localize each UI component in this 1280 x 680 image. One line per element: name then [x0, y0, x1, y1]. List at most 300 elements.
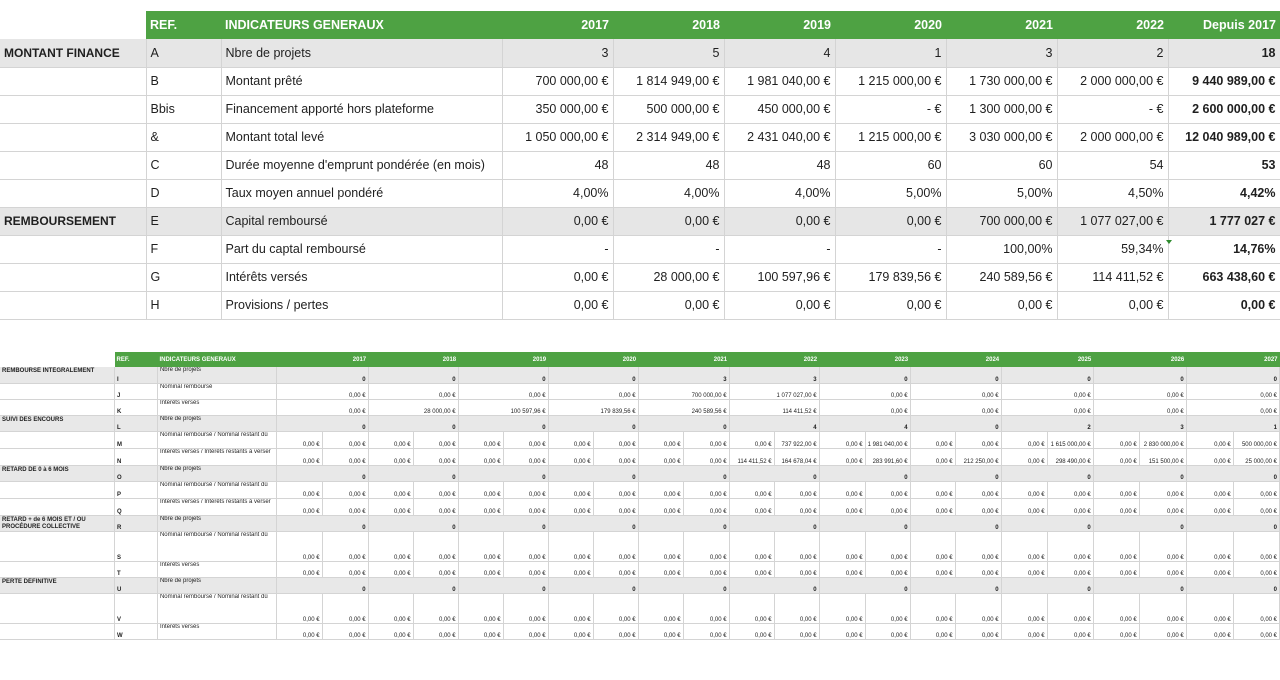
value-cell: 0,00 €	[1139, 481, 1186, 498]
value-cell: 60	[835, 151, 946, 179]
value-cell: 100 597,96 €	[724, 263, 835, 291]
value-cell: 0,00 €	[1001, 431, 1047, 448]
value-cell: 0,00 €	[368, 431, 413, 448]
section-label	[0, 263, 146, 291]
value-cell: 0,00 €	[955, 481, 1001, 498]
value-cell: 500 000,00 €	[613, 95, 724, 123]
header-total: Depuis 2017	[1168, 11, 1280, 39]
table1-row-6	[0, 207, 1280, 235]
section-label: MONTANT FINANCE	[0, 39, 146, 67]
table2-row-M	[0, 431, 1280, 448]
value-cell: 0,00 €	[1047, 481, 1093, 498]
value-cell: 0	[548, 465, 638, 481]
section-label: RETARD + de 6 MOIS ET / OU PROCÉDURE COLLECTIVE	[0, 515, 115, 531]
table1-row-3	[0, 123, 1280, 151]
indicator-label: Provisions / pertes	[221, 291, 502, 319]
value-cell: 0,00 €	[548, 561, 593, 577]
value-cell: 0,00 €	[1093, 498, 1139, 515]
value-cell: 0,00 €	[1093, 561, 1139, 577]
value-cell: 0,00 €	[683, 531, 729, 561]
value-cell: 0,00 €	[1001, 399, 1093, 415]
value-cell: 0,00 €	[322, 561, 368, 577]
section-label	[0, 151, 146, 179]
ref-cell: J	[115, 383, 158, 399]
value-cell: 1 050 000,00 €	[502, 123, 613, 151]
value-cell: 0,00 €	[865, 623, 910, 639]
table1-row-1	[0, 67, 1280, 95]
table2-row-K	[0, 399, 1280, 415]
value-cell: 0,00 €	[322, 431, 368, 448]
ref-cell: F	[146, 235, 221, 263]
indicator-label: Intérêts versés	[157, 623, 276, 639]
value-cell: 0,00 €	[910, 383, 1001, 399]
value-cell: 0	[276, 577, 368, 593]
value-cell: 0,00 €	[413, 498, 458, 515]
value-cell: 0,00 €	[368, 561, 413, 577]
indicator-label: Nominal remboursé / Nominal restant dû	[157, 593, 276, 623]
value-cell: 0,00 €	[413, 561, 458, 577]
value-cell: 0,00 €	[638, 531, 683, 561]
cell-comment-marker	[1166, 240, 1172, 244]
value-cell: 0,00 €	[1047, 498, 1093, 515]
value-cell: 0,00 €	[1001, 448, 1047, 465]
value-cell: 3 030 000,00 €	[946, 123, 1057, 151]
table2-row-Q	[0, 498, 1280, 515]
header-year-2026: 2026	[1093, 352, 1186, 367]
value-cell: 0,00 €	[276, 481, 322, 498]
value-cell: -	[613, 235, 724, 263]
value-cell: 0,00 €	[1186, 399, 1279, 415]
value-cell: 4,00%	[502, 179, 613, 207]
value-cell: 0,00 €	[1139, 531, 1186, 561]
ref-cell: A	[146, 39, 221, 67]
value-cell: 1 077 027,00 €	[1057, 207, 1168, 235]
value-cell: 0,00 €	[729, 623, 774, 639]
value-cell: 0	[819, 577, 910, 593]
header-year-2020: 2020	[548, 352, 638, 367]
header-year-2021: 2021	[946, 11, 1057, 39]
value-cell: 0,00 €	[1186, 531, 1233, 561]
value-cell: 0,00 €	[502, 291, 613, 319]
header-year-2019: 2019	[458, 352, 548, 367]
value-cell: 0	[276, 415, 368, 431]
value-cell: 0,00 €	[1093, 431, 1139, 448]
value-cell: 0	[368, 577, 458, 593]
section-label	[0, 123, 146, 151]
value-cell: 0,00 €	[548, 623, 593, 639]
value-cell: 0,00 €	[774, 561, 819, 577]
value-cell: 0,00 €	[503, 498, 548, 515]
value-cell: 0	[1186, 515, 1279, 531]
header-indicator: INDICATEURS GENERAUX	[157, 352, 276, 367]
value-cell: 0,00 €	[593, 498, 638, 515]
value-cell: 0,00 €	[503, 531, 548, 561]
value-cell: 0,00 €	[910, 498, 955, 515]
value-cell: 0	[729, 465, 819, 481]
table2-row-N	[0, 448, 1280, 465]
table1-row-5	[0, 179, 1280, 207]
value-cell: 1 300 000,00 €	[946, 95, 1057, 123]
section-label	[0, 95, 146, 123]
total-cell: 1 777 027 €	[1168, 207, 1280, 235]
value-cell: 0,00 €	[1233, 561, 1279, 577]
value-cell: 0	[1093, 577, 1186, 593]
total-cell: 12 040 989,00 €	[1168, 123, 1280, 151]
value-cell: 0,00 €	[1093, 383, 1186, 399]
ref-cell: O	[115, 465, 158, 481]
value-cell: 0,00 €	[1233, 593, 1279, 623]
value-cell: 0,00 €	[1139, 623, 1186, 639]
ref-cell: N	[115, 448, 158, 465]
indicator-label: Durée moyenne d'emprunt pondérée (en mois)	[221, 151, 502, 179]
indicator-label: Intérêts versés	[157, 399, 276, 415]
value-cell: 0,00 €	[1233, 481, 1279, 498]
table2-row-U	[0, 577, 1280, 593]
value-cell: 0,00 €	[276, 431, 322, 448]
value-cell: 25 000,00 €	[1233, 448, 1279, 465]
value-cell: 2 000 000,00 €	[1057, 123, 1168, 151]
value-cell: 0,00 €	[593, 561, 638, 577]
value-cell: 0,00 €	[458, 498, 503, 515]
value-cell: 5	[613, 39, 724, 67]
value-cell: 0,00 €	[1139, 561, 1186, 577]
value-cell: 0,00 €	[683, 498, 729, 515]
ref-cell: V	[115, 593, 158, 623]
value-cell: 0,00 €	[910, 481, 955, 498]
value-cell: 1 981 040,00 €	[724, 67, 835, 95]
value-cell: 0,00 €	[458, 448, 503, 465]
value-cell: 0,00 €	[819, 481, 865, 498]
value-cell: 114 411,52 €	[729, 448, 774, 465]
total-cell: 2 600 000,00 €	[1168, 95, 1280, 123]
value-cell: 0,00 €	[322, 481, 368, 498]
value-cell: 0,00 €	[774, 531, 819, 561]
value-cell: 0	[910, 367, 1001, 383]
header-blank-cell	[0, 352, 115, 367]
value-cell: -	[724, 235, 835, 263]
value-cell: 0,00 €	[276, 383, 368, 399]
value-cell: 0	[276, 515, 368, 531]
value-cell: 0,00 €	[729, 431, 774, 448]
value-cell: - €	[1057, 95, 1168, 123]
value-cell: 0,00 €	[458, 481, 503, 498]
value-cell: 179 839,56 €	[548, 399, 638, 415]
value-cell: 0,00 €	[865, 481, 910, 498]
value-cell: 2 431 040,00 €	[724, 123, 835, 151]
value-cell: 0	[1093, 465, 1186, 481]
value-cell: 0,00 €	[774, 593, 819, 623]
value-cell: 0,00 €	[548, 448, 593, 465]
ref-cell: G	[146, 263, 221, 291]
indicator-label: Nbre de projets	[221, 39, 502, 67]
table1-row-7	[0, 235, 1280, 263]
value-cell: 700 000,00 €	[946, 207, 1057, 235]
table2-row-S	[0, 531, 1280, 561]
value-cell: 0,00 €	[819, 431, 865, 448]
value-cell: 0,00 €	[910, 431, 955, 448]
value-cell: 1 215 000,00 €	[835, 123, 946, 151]
value-cell: 0,00 €	[683, 448, 729, 465]
ref-cell: P	[115, 481, 158, 498]
value-cell: 0,00 €	[413, 623, 458, 639]
value-cell: 3	[946, 39, 1057, 67]
value-cell: 0	[638, 515, 729, 531]
table1-row-4	[0, 151, 1280, 179]
value-cell: 283 991,60 €	[865, 448, 910, 465]
section-label	[0, 561, 115, 577]
value-cell: 0,00 €	[593, 623, 638, 639]
value-cell: 0,00 €	[638, 448, 683, 465]
value-cell: 0,00 €	[729, 481, 774, 498]
indicator-label: Nbre de projets	[157, 515, 276, 531]
value-cell: 0,00 €	[955, 431, 1001, 448]
value-cell: 4	[819, 415, 910, 431]
value-cell: 0,00 €	[774, 481, 819, 498]
indicator-label: Montant prêté	[221, 67, 502, 95]
value-cell: 0,00 €	[1186, 498, 1233, 515]
value-cell: 179 839,56 €	[835, 263, 946, 291]
ref-cell: H	[146, 291, 221, 319]
value-cell: 0,00 €	[1001, 481, 1047, 498]
value-cell: 2	[1057, 39, 1168, 67]
value-cell: 0,00 €	[503, 561, 548, 577]
value-cell: 151 500,00 €	[1139, 448, 1186, 465]
section-label: PERTE DÉFINITIVE	[0, 577, 115, 593]
value-cell: 0,00 €	[819, 498, 865, 515]
value-cell: 0	[819, 515, 910, 531]
value-cell: 0,00 €	[1139, 498, 1186, 515]
indicator-label: Capital remboursé	[221, 207, 502, 235]
value-cell: 700 000,00 €	[638, 383, 729, 399]
value-cell: 0,00 €	[593, 431, 638, 448]
header-blank-cell	[0, 11, 146, 39]
value-cell: 0,00 €	[276, 561, 322, 577]
value-cell: 0,00 €	[638, 481, 683, 498]
value-cell: 0,00 €	[548, 498, 593, 515]
ref-cell: S	[115, 531, 158, 561]
ref-cell: I	[115, 367, 158, 383]
indicator-label: Financement apporté hors plateforme	[221, 95, 502, 123]
ref-cell: E	[146, 207, 221, 235]
value-cell: 114 411,52 €	[729, 399, 819, 415]
value-cell: 0,00 €	[638, 561, 683, 577]
value-cell: 0,00 €	[276, 399, 368, 415]
value-cell: 0,00 €	[835, 207, 946, 235]
total-cell: 0,00 €	[1168, 291, 1280, 319]
table2-row-R	[0, 515, 1280, 531]
value-cell: 0,00 €	[1186, 593, 1233, 623]
header-year-2020: 2020	[835, 11, 946, 39]
value-cell: 0,00 €	[638, 431, 683, 448]
value-cell: 48	[613, 151, 724, 179]
section-label	[0, 498, 115, 515]
value-cell: 0,00 €	[1001, 623, 1047, 639]
total-cell: 663 438,60 €	[1168, 263, 1280, 291]
value-cell: 0,00 €	[276, 593, 322, 623]
value-cell: 0	[548, 367, 638, 383]
value-cell: 0,00 €	[955, 498, 1001, 515]
value-cell: 0,00 €	[593, 593, 638, 623]
table1-row-2	[0, 95, 1280, 123]
section-label	[0, 235, 146, 263]
value-cell: 500 000,00 €	[1233, 431, 1279, 448]
value-cell: 0,00 €	[729, 531, 774, 561]
indicator-label: Nbre de projets	[157, 415, 276, 431]
value-cell: 0	[638, 465, 729, 481]
value-cell: 0,00 €	[1233, 623, 1279, 639]
table1-row-9	[0, 291, 1280, 319]
value-cell: 0,00 €	[276, 531, 322, 561]
table1-row-0	[0, 39, 1280, 67]
value-cell: 0	[1093, 515, 1186, 531]
value-cell: 0	[458, 515, 548, 531]
value-cell: 1 981 040,00 €	[865, 431, 910, 448]
value-cell: 4	[724, 39, 835, 67]
value-cell: 2 000 000,00 €	[1057, 67, 1168, 95]
header-ref: REF.	[146, 11, 221, 39]
value-cell: 0	[548, 515, 638, 531]
value-cell: 0,00 €	[368, 481, 413, 498]
value-cell: 0,00 €	[1093, 481, 1139, 498]
value-cell: 700 000,00 €	[502, 67, 613, 95]
value-cell: 0,00 €	[955, 531, 1001, 561]
section-label	[0, 291, 146, 319]
value-cell: 0,00 €	[819, 593, 865, 623]
value-cell: 0,00 €	[368, 623, 413, 639]
total-cell: 53	[1168, 151, 1280, 179]
value-cell: 0,00 €	[322, 448, 368, 465]
header-year-2018: 2018	[368, 352, 458, 367]
value-cell: 212 250,00 €	[955, 448, 1001, 465]
value-cell: 0	[458, 465, 548, 481]
value-cell: 0,00 €	[683, 623, 729, 639]
value-cell: 0	[458, 415, 548, 431]
value-cell: 0,00 €	[729, 498, 774, 515]
section-label	[0, 67, 146, 95]
ref-cell: L	[115, 415, 158, 431]
value-cell: 0,00 €	[683, 561, 729, 577]
indicator-label: Intérêts versés / Intérêts restants à verser	[157, 498, 276, 515]
value-cell: 2 830 000,00 €	[1139, 431, 1186, 448]
value-cell: 0,00 €	[1047, 593, 1093, 623]
value-cell: 0,00 €	[724, 207, 835, 235]
header-ref: REF.	[115, 352, 158, 367]
value-cell: 0,00 €	[413, 431, 458, 448]
value-cell: 0,00 €	[368, 498, 413, 515]
table2-row-O	[0, 465, 1280, 481]
value-cell: 0,00 €	[458, 383, 548, 399]
value-cell: 0,00 €	[276, 498, 322, 515]
value-cell: 0	[548, 415, 638, 431]
value-cell: 240 589,56 €	[946, 263, 1057, 291]
value-cell: 0,00 €	[368, 448, 413, 465]
value-cell: 48	[502, 151, 613, 179]
value-cell: 0,00 €	[322, 498, 368, 515]
value-cell: 0,00 €	[1093, 531, 1139, 561]
value-cell: 1 615 000,00 €	[1047, 431, 1093, 448]
value-cell: 0	[910, 515, 1001, 531]
value-cell: 0,00 €	[835, 291, 946, 319]
value-cell: 0	[276, 465, 368, 481]
ref-cell: C	[146, 151, 221, 179]
total-cell: 18	[1168, 39, 1280, 67]
ref-cell: D	[146, 179, 221, 207]
value-cell: 298 490,00 €	[1047, 448, 1093, 465]
value-cell: 0,00 €	[774, 623, 819, 639]
value-cell: 164 678,04 €	[774, 448, 819, 465]
value-cell: 0,00 €	[503, 623, 548, 639]
value-cell: 0	[910, 415, 1001, 431]
value-cell: 0,00 €	[819, 531, 865, 561]
value-cell: 1 730 000,00 €	[946, 67, 1057, 95]
value-cell: 3	[502, 39, 613, 67]
value-cell: 0,00 €	[819, 399, 910, 415]
value-cell: 0,00 €	[502, 263, 613, 291]
value-cell: 0,00 €	[955, 593, 1001, 623]
value-cell: 0	[368, 415, 458, 431]
value-cell: 350 000,00 €	[502, 95, 613, 123]
section-label: REMBOURSEMENT	[0, 207, 146, 235]
value-cell: 0,00 €	[503, 431, 548, 448]
section-label	[0, 531, 115, 561]
section-label	[0, 481, 115, 498]
value-cell: 0,00 €	[413, 481, 458, 498]
header-indicator: INDICATEURS GENERAUX	[221, 11, 502, 39]
general-indicators-table	[0, 11, 1280, 320]
value-cell: 0,00 €	[1093, 399, 1186, 415]
value-cell: 114 411,52 €	[1057, 263, 1168, 291]
value-cell: 0,00 €	[1057, 291, 1168, 319]
value-cell: 1 814 949,00 €	[613, 67, 724, 95]
indicator-label: Part du captal remboursé	[221, 235, 502, 263]
value-cell: 737 922,00 €	[774, 431, 819, 448]
value-cell: 0	[368, 465, 458, 481]
value-cell: 0,00 €	[1186, 448, 1233, 465]
value-cell: 0,00 €	[683, 593, 729, 623]
total-cell: 14,76%	[1168, 235, 1280, 263]
section-label: SUIVI DES ENCOURS	[0, 415, 115, 431]
indicator-label: Nbre de projets	[157, 367, 276, 383]
value-cell: 0,00 €	[322, 593, 368, 623]
value-cell: 0	[1093, 367, 1186, 383]
value-cell: 100,00%	[946, 235, 1057, 263]
value-cell: 4,50%	[1057, 179, 1168, 207]
value-cell: 0,00 €	[276, 448, 322, 465]
table2-row-P	[0, 481, 1280, 498]
value-cell: 0,00 €	[910, 623, 955, 639]
section-label: REMBOURSÉ INTÉGRALEMENT	[0, 367, 115, 383]
value-cell: 0,00 €	[1001, 383, 1093, 399]
table2-row-V	[0, 593, 1280, 623]
value-cell: 0	[1001, 367, 1093, 383]
value-cell: 0,00 €	[1001, 498, 1047, 515]
header-year-2017: 2017	[276, 352, 368, 367]
indicator-label: Nominal remboursé / Nominal restant dû	[157, 531, 276, 561]
section-label	[0, 179, 146, 207]
value-cell: 0,00 €	[503, 593, 548, 623]
value-cell: 0,00 €	[322, 623, 368, 639]
value-cell: 0,00 €	[613, 291, 724, 319]
value-cell: 0,00 €	[503, 481, 548, 498]
ref-cell: T	[115, 561, 158, 577]
value-cell: 3	[1093, 415, 1186, 431]
value-cell: 0,00 €	[548, 431, 593, 448]
value-cell: 3	[729, 367, 819, 383]
value-cell: 450 000,00 €	[724, 95, 835, 123]
value-cell: 5,00%	[835, 179, 946, 207]
value-cell: 0,00 €	[593, 531, 638, 561]
header-year-2022: 2022	[729, 352, 819, 367]
